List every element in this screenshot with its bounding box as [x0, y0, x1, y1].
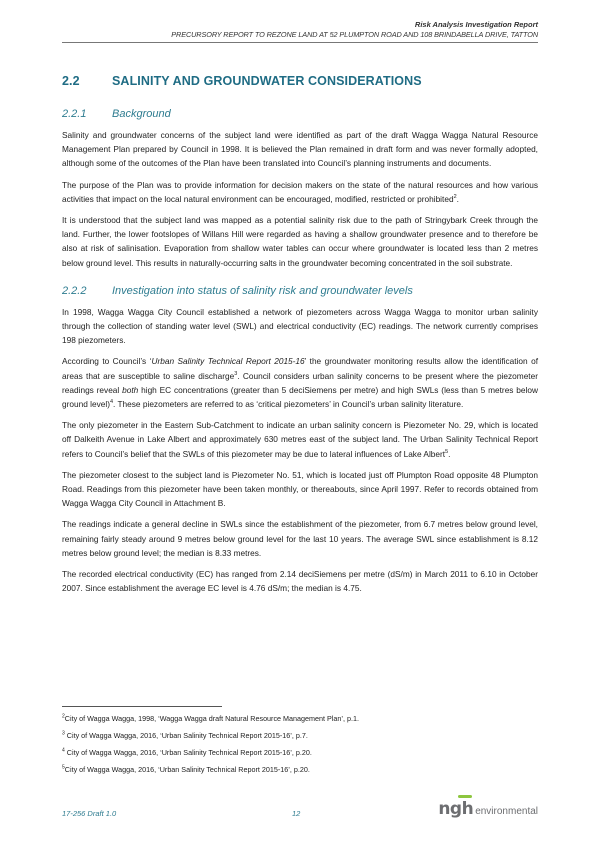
footnote-ref-4[interactable]: 4: [109, 399, 114, 406]
paragraph: [62, 178, 538, 206]
footnote-ref-2[interactable]: 2: [453, 194, 457, 201]
footnote-number: 2: [62, 713, 65, 720]
footnote: [62, 748, 538, 757]
footnote: [62, 765, 538, 774]
paragraph: The recorded electrical conductivity (EC) has ranged from 2.14 deciSiemens per metre (dS/m) in March 2011 to 6.10 in October 2007. Since establishment the average EC level is 4.76 dS/m; the median is 4.75.: [62, 569, 538, 594]
main-content: [62, 74, 538, 602]
subsection-heading-investigation: [62, 285, 538, 297]
header-divider: [62, 42, 538, 43]
subsection-title: Investigation into status of salinity risk and groundwater levels: [112, 284, 413, 297]
header-subtitle: PRECURSORY REPORT TO REZONE LAND AT 52 PLUMPTON ROAD AND 108 BRINDABELLA DRIVE, TATTON: [171, 30, 538, 39]
footnote-text: City of Wagga Wagga, 2016, ‘Urban Salinity Technical Report 2015-16’, p.7.: [66, 731, 308, 740]
company-logo: [438, 799, 538, 819]
report-title-italic: Urban Salinity Technical Report 2015-16: [151, 356, 305, 367]
logo-wordmark: ngh: [438, 799, 474, 819]
footnote-number: 5: [62, 764, 65, 771]
footnote-text: City of Wagga Wagga, 1998, ‘Wagga Wagga draft Natural Resource Management Plan’, p.1.: [64, 714, 359, 723]
subsection-number: 2.2.2: [62, 284, 87, 297]
footnote-text: City of Wagga Wagga, 2016, ‘Urban Salinity Technical Report 2015-16’, p.20.: [64, 765, 310, 774]
paragraph: Salinity and groundwater concerns of the subject land were identified as part of the draft Wagga Wagga Natural Resource Management Plan prepared by Council in 1998. It is believed the Plan remained in draft form and was never formally adopted, although some of the outcomes of the Plan have been translated into Council’s planning instruments and documents.: [62, 130, 538, 169]
footnote-divider: [62, 706, 222, 707]
paragraph-text: ’ the groundwater monitoring results allow the identification of areas that are susceptible to saline discharge: [62, 356, 538, 381]
subsection-title: Background: [112, 108, 171, 120]
paragraph-text: .: [456, 193, 459, 204]
emphasis-both: both: [122, 384, 139, 395]
paragraph-text: .: [448, 448, 451, 459]
footnote-number: 3: [62, 730, 65, 737]
logo-subtext: environmental: [475, 806, 538, 817]
footnote-text: City of Wagga Wagga, 2016, ‘Urban Salinity Technical Report 2015-16’, p.20.: [66, 748, 312, 757]
page-number: 12: [292, 809, 301, 818]
footnote: [62, 714, 538, 723]
footnote: [62, 731, 538, 740]
paragraph: In 1998, Wagga Wagga City Council established a network of piezometers across Wagga Wagga to monitor urban salinity through the collection of standing water level (SWL) and electrical conductivity (EC) readings. The network currently comprises 198 piezometers.: [62, 306, 538, 346]
footnote-ref-3[interactable]: 3: [234, 370, 238, 377]
header-title: Risk Analysis Investigation Report: [414, 20, 538, 29]
paragraph-text: According to Council’s ‘: [62, 356, 152, 367]
page-footer: [62, 799, 538, 829]
section-number: 2.2: [62, 74, 80, 88]
paragraph: It is understood that the subject land was mapped as a potential salinity risk due to the path of Stringybark Creek through the land. Further, the lower footslopes of Willans Hill were regarded as having a shallow groundwater presence and to therefore be also at risk of salinisation. Evaporation from shallow water tables can occur where groundwater is located less than 2 metres below ground level. This results in naturally-occurring salts in the groundwater becoming concentrated in the soil substrate.: [62, 215, 538, 268]
subsection-heading-background: [62, 108, 538, 120]
paragraph-text: high EC concentrations (greater than 5 deciSiemens per metre) and high SWLs (less than 5 metres below ground level): [62, 384, 538, 410]
section-title: SALINITY AND GROUNDWATER CONSIDERATIONS: [112, 74, 422, 88]
paragraph-text: . Council considers urban salinity concerns to be present where the piezometer readings reveal: [62, 370, 538, 395]
subsection-number: 2.2.1: [62, 108, 87, 120]
footnote-ref-5[interactable]: 5: [445, 448, 449, 455]
logo-accent-icon: [458, 795, 472, 798]
paragraph: The piezometer closest to the subject land is Piezometer No. 51, which is located just off Plumpton Road opposite 48 Plumpton Road. Readings from this piezometer have been taken monthly, or thereabouts, since April 1997. Refer to records obtained from Wagga Wagga City Council in Attachment B.: [62, 469, 538, 509]
paragraph-text: The only piezometer in the Eastern Sub-Catchment to indicate an urban salinity concern is Piezometer No. 29, which is located off Dalkeith Avenue in Lake Albert and approximately 630 metres east of the subject land. The Urban Salinity Technical Report refers to Council’s belief that the SWLs of this piezometer may be due to lateral influences of Lake Albert: [62, 420, 538, 459]
paragraph-text: The purpose of the Plan was to provide information for decision makers on the state of the natural resources and how various activities that impact on the local natural environment can be encouraged, modified, restricted or prohibited: [62, 179, 538, 204]
document-reference: 17-256 Draft 1.0: [62, 809, 117, 818]
footnotes: [62, 714, 538, 782]
footnote-number: 4: [62, 747, 65, 754]
running-header: [171, 20, 538, 40]
paragraph-text: . These piezometers are referred to as ‘critical piezometers’ in Council’s urban salinity literature.: [113, 399, 464, 410]
paragraph: [62, 418, 538, 461]
paragraph: The readings indicate a general decline in SWLs since the establishment of the piezometer, from 6.7 metres below ground level, remaining fairly steady around 9 metres below ground level for the last 10 years. The average SWL since establishment is 8.12 metres below ground level; the median is 8.33 metres.: [62, 519, 538, 558]
section-heading: [62, 74, 538, 88]
paragraph: [62, 354, 538, 411]
